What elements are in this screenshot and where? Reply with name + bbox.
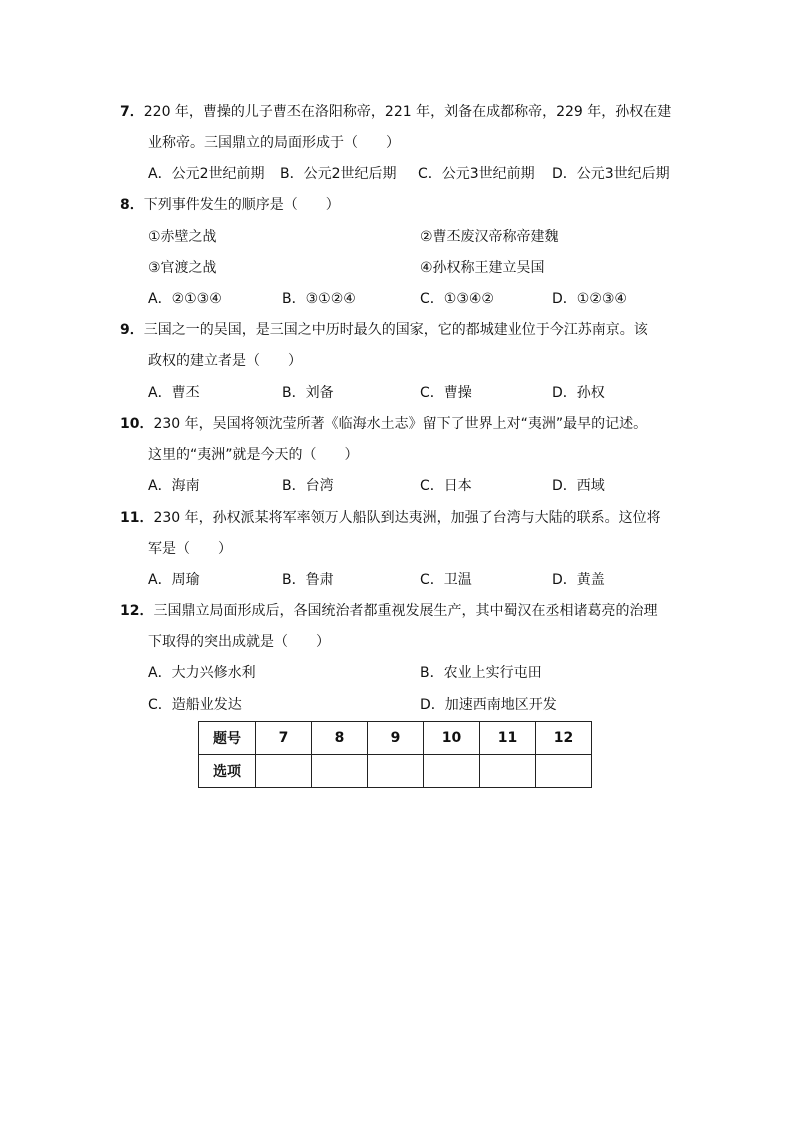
question-7-option-c: C．公元3世纪前期	[418, 166, 535, 182]
question-7-option-b: B．公元2世纪后期	[280, 166, 397, 182]
column-number-7: 7	[256, 722, 312, 755]
question-number: 12．	[120, 603, 154, 619]
column-number-8: 8	[312, 722, 368, 755]
question-9-line2: 政权的建立者是（ ）	[148, 353, 302, 369]
question-12-line1	[120, 602, 657, 620]
question-10-line1	[120, 415, 647, 433]
question-10-line2: 这里的“夷洲”就是今天的（ ）	[148, 447, 359, 463]
answer-cell-12[interactable]	[536, 755, 592, 788]
answer-table-header-row	[199, 722, 592, 755]
question-12-line2: 下取得的突出成就是（ ）	[148, 634, 330, 650]
answer-cell-9[interactable]	[368, 755, 424, 788]
question-11-option-b: B．鲁肃	[282, 572, 334, 588]
question-number: 7．	[120, 104, 144, 120]
question-12-option-c: C．造船业发达	[148, 697, 242, 713]
question-text: 220 年，曹操的儿子曹丕在洛阳称帝，221 年，刘备在成都称帝，229 年，孙权在建	[143, 104, 672, 120]
question-8-event-1: ①赤壁之战	[148, 229, 217, 245]
question-10-option-d: D．西域	[552, 478, 605, 494]
question-8-option-a: A．②①③④	[148, 291, 222, 307]
question-9-option-d: D．孙权	[552, 385, 605, 401]
question-number: 9．	[120, 322, 144, 338]
question-12-option-a: A．大力兴修水利	[148, 665, 256, 681]
question-9-option-b: B．刘备	[282, 385, 334, 401]
question-9-option-a: A．曹丕	[148, 385, 200, 401]
question-8-option-d: D．①②③④	[552, 291, 627, 307]
question-9-line1	[120, 321, 648, 339]
answer-cell-7[interactable]	[256, 755, 312, 788]
question-8-event-2: ②曹丕废汉帝称帝建魏	[420, 229, 559, 245]
question-9-option-c: C．曹操	[420, 385, 472, 401]
column-number-10: 10	[424, 722, 480, 755]
answer-table	[198, 721, 592, 788]
question-8-line1	[120, 196, 340, 214]
question-12-option-b: B．农业上实行屯田	[420, 665, 542, 681]
row-header-question-number: 题号	[199, 722, 256, 755]
answer-table-answer-row	[199, 755, 592, 788]
column-number-12: 12	[536, 722, 592, 755]
question-11-option-c: C．卫温	[420, 572, 472, 588]
question-8-option-b: B．③①②④	[282, 291, 356, 307]
question-8-event-4: ④孙权称王建立吴国	[420, 260, 545, 276]
column-number-11: 11	[480, 722, 536, 755]
question-number: 11．	[120, 510, 154, 526]
question-11-option-d: D．黄盖	[552, 572, 605, 588]
question-8-event-3: ③官渡之战	[148, 260, 217, 276]
question-11-option-a: A．周瑜	[148, 572, 200, 588]
question-7-line2: 业称帝。三国鼎立的局面形成于（ ）	[148, 135, 400, 151]
question-10-option-b: B．台湾	[282, 478, 334, 494]
question-number: 10．	[120, 416, 154, 432]
row-header-answer: 选项	[199, 755, 256, 788]
answer-cell-10[interactable]	[424, 755, 480, 788]
question-8-option-c: C．①③④②	[420, 291, 494, 307]
answer-cell-8[interactable]	[312, 755, 368, 788]
question-text: 下列事件发生的顺序是（ ）	[143, 197, 340, 213]
question-number: 8．	[120, 197, 144, 213]
question-7-line1	[120, 103, 671, 121]
column-number-9: 9	[368, 722, 424, 755]
question-12-option-d: D．加速西南地区开发	[420, 697, 557, 713]
question-text: 三国鼎立局面形成后，各国统治者都重视发展生产，其中蜀汉在丞相诸葛亮的治理	[153, 603, 658, 619]
question-11-line2: 军是（ ）	[148, 541, 232, 557]
question-10-option-c: C．日本	[420, 478, 472, 494]
question-10-option-a: A．海南	[148, 478, 200, 494]
question-7-option-a: A．公元2世纪前期	[148, 166, 265, 182]
question-11-line1	[120, 509, 661, 527]
question-7-option-d: D．公元3世纪后期	[552, 166, 670, 182]
question-text: 三国之一的吴国，是三国之中历时最久的国家，它的都城建业位于今江苏南京。该	[143, 322, 648, 338]
question-text: 230 年，吴国将领沈莹所著《临海水土志》留下了世界上对“夷洲”最早的记述。	[153, 416, 648, 432]
question-text: 230 年，孙权派某将军率领万人船队到达夷洲，加强了台湾与大陆的联系。这位将	[153, 510, 661, 526]
answer-cell-11[interactable]	[480, 755, 536, 788]
